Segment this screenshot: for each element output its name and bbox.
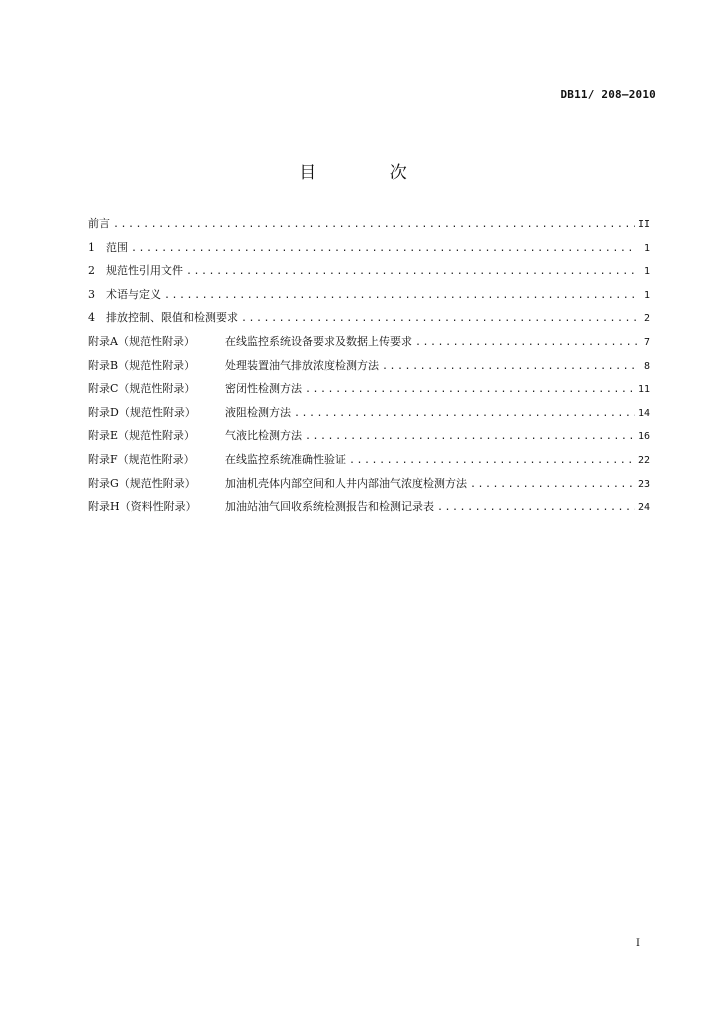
toc-page-number: 1 <box>643 266 650 278</box>
toc-leader-dots <box>349 449 635 473</box>
toc-entry[interactable] <box>88 283 650 307</box>
toc-page-number: 24 <box>637 502 650 514</box>
toc-page-number: 7 <box>643 336 650 348</box>
toc-entry[interactable] <box>88 495 650 519</box>
toc-entry[interactable] <box>88 354 650 378</box>
toc-entry-title: 加油站油气回收系统检测报告和检测记录表 <box>225 500 434 514</box>
toc-leader-dots <box>470 473 635 497</box>
toc-page-number: 1 <box>643 242 650 254</box>
toc-leader-dots <box>294 402 635 426</box>
toc-leader-dots <box>164 284 637 308</box>
toc-entry[interactable] <box>88 212 650 236</box>
toc-page-number: 23 <box>637 478 650 490</box>
toc-entry[interactable] <box>88 259 650 283</box>
toc-annex-label: 附录H（资料性附录） <box>88 500 197 514</box>
toc-leader-dots <box>382 355 637 379</box>
toc-annex-label: 附录A（规范性附录） <box>88 334 195 348</box>
page-number: I <box>636 938 640 949</box>
toc-entry[interactable] <box>88 472 650 496</box>
toc-entry[interactable] <box>88 448 650 472</box>
toc-page-number: 14 <box>637 407 650 419</box>
toc-leader-dots <box>113 213 635 237</box>
toc-page-number: 16 <box>637 431 650 443</box>
toc-annex-label: 附录D（规范性附录） <box>88 405 196 419</box>
toc-leader-dots <box>305 378 635 402</box>
toc-leader-dots <box>437 496 635 520</box>
toc-page-number: 2 <box>643 313 650 325</box>
toc-entry-title: 气液比检测方法 <box>225 429 302 443</box>
toc-annex-label: 附录G（规范性附录） <box>88 476 196 490</box>
toc-entry-title: 处理装置油气排放浓度检测方法 <box>225 358 379 372</box>
toc-leader-dots <box>415 331 637 355</box>
toc-annex-label: 附录E（规范性附录） <box>88 429 196 443</box>
toc-page-number: 1 <box>643 289 650 301</box>
toc-entry[interactable] <box>88 424 650 448</box>
toc-page-number: 8 <box>643 360 650 372</box>
toc-leader-dots <box>241 307 637 331</box>
toc-entry[interactable] <box>88 377 650 401</box>
toc-entry-title: 3 术语与定义 <box>88 287 161 301</box>
toc-entry[interactable] <box>88 330 650 354</box>
table-of-contents <box>88 212 650 519</box>
toc-entry-title: 加油机壳体内部空间和人井内部油气浓度检测方法 <box>225 476 467 490</box>
toc-entry[interactable] <box>88 401 650 425</box>
toc-entry-title: 前言 <box>88 217 110 230</box>
toc-leader-dots <box>131 237 637 261</box>
toc-entry-title: 在线监控系统设备要求及数据上传要求 <box>225 334 412 348</box>
toc-entry-title: 在线监控系统准确性验证 <box>225 452 346 466</box>
toc-entry-title: 4 排放控制、限值和检测要求 <box>88 311 238 325</box>
toc-leader-dots <box>305 425 635 449</box>
toc-page-number: 22 <box>637 454 650 466</box>
toc-entry-title: 2 规范性引用文件 <box>88 264 183 278</box>
toc-leader-dots <box>186 260 637 284</box>
toc-entry-title: 液阻检测方法 <box>225 405 291 419</box>
standard-code: DB11/ 208—2010 <box>560 88 656 101</box>
toc-entry[interactable] <box>88 236 650 260</box>
toc-entry[interactable] <box>88 306 650 330</box>
toc-title: 目 次 <box>299 163 441 183</box>
toc-annex-label: 附录B（规范性附录） <box>88 358 196 372</box>
toc-entry-title: 1 范围 <box>88 240 128 254</box>
toc-annex-label: 附录C（规范性附录） <box>88 382 196 396</box>
toc-entry-title: 密闭性检测方法 <box>225 382 302 396</box>
toc-annex-label: 附录F（规范性附录） <box>88 452 195 466</box>
toc-page-number: 11 <box>637 384 650 396</box>
toc-page-number: II <box>637 219 650 230</box>
